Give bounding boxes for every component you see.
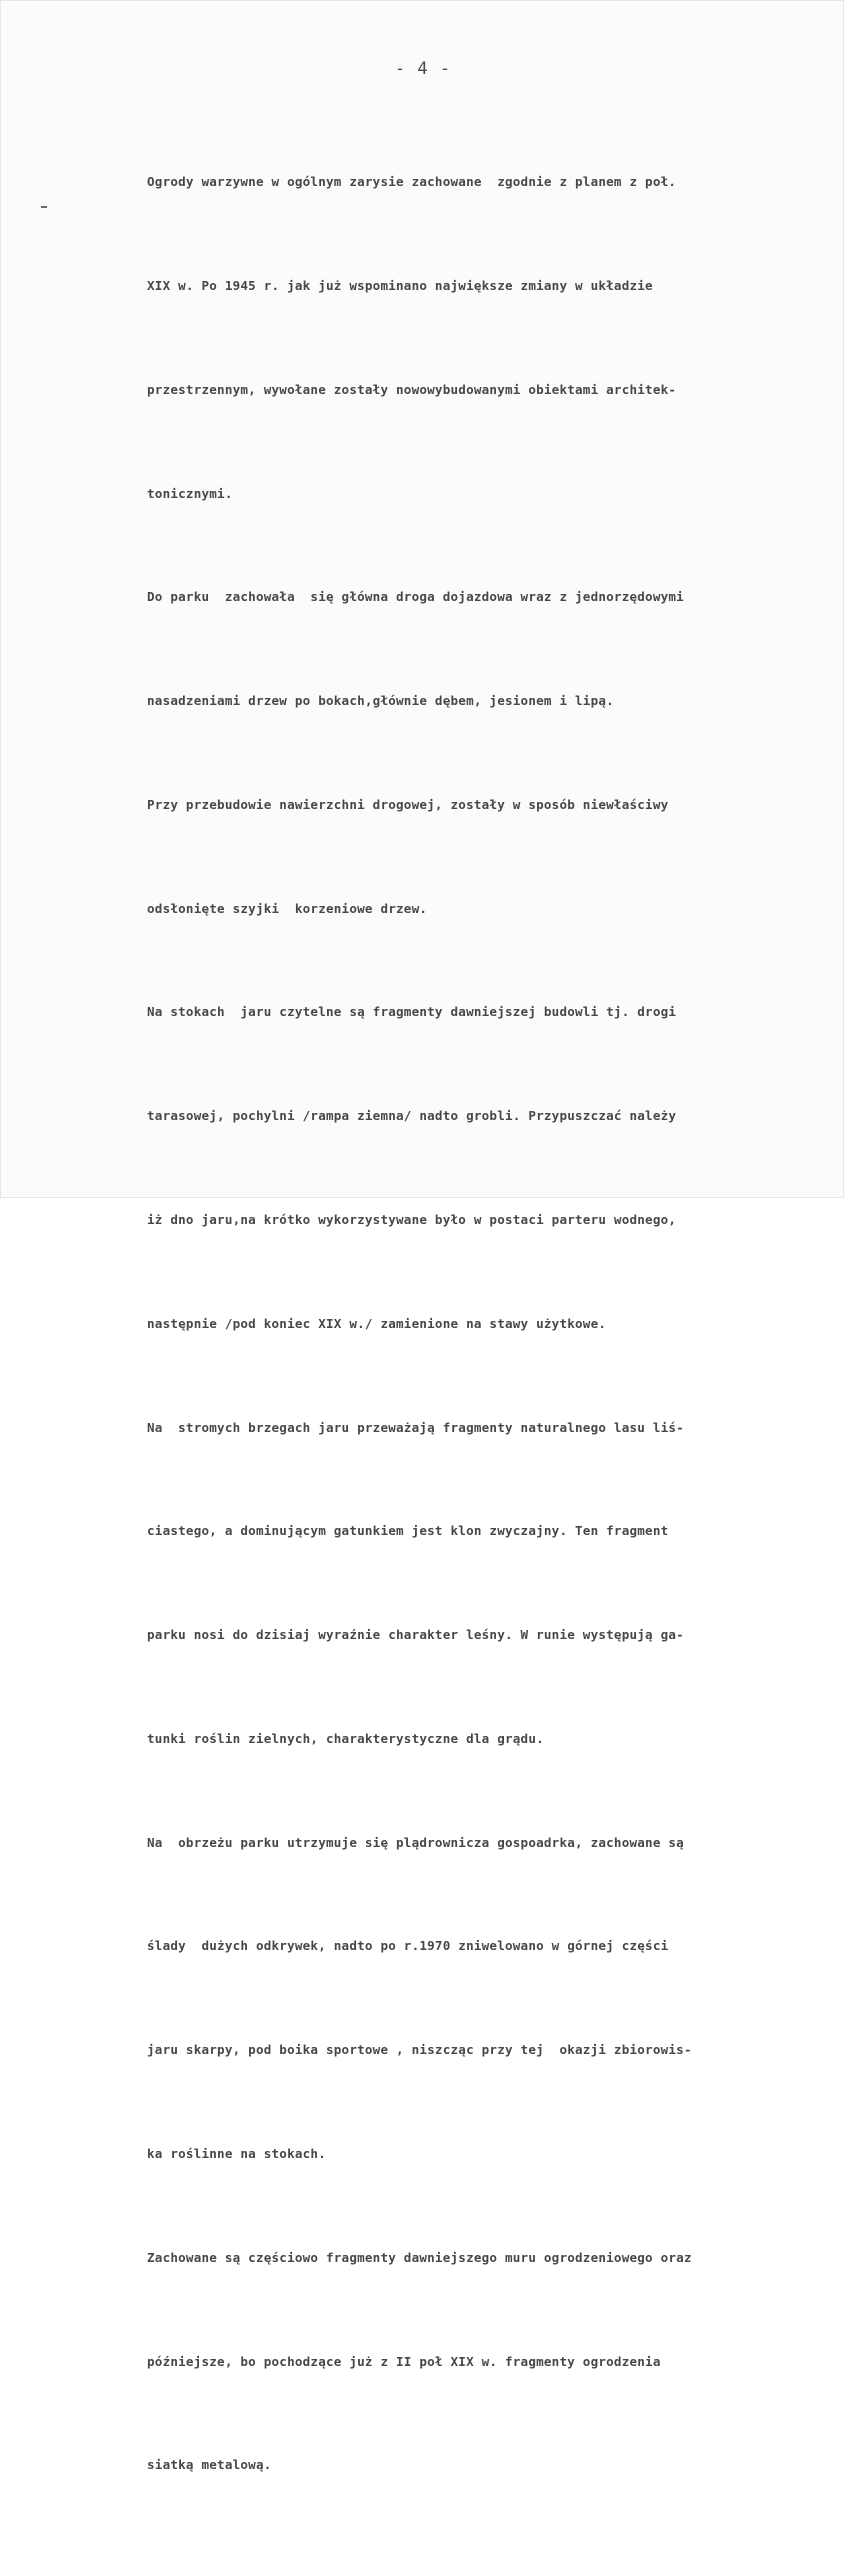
- text-line: Ogrody warzywne w ogólnym zarysie zachowane zgodnie z planem z poł.: [147, 174, 677, 190]
- text-line: jaru skarpy, pod boika sportowe , niszcząc przy tej okazji zbiorowis-: [147, 2042, 692, 2058]
- text-line: tunki roślin zielnych, charakterystyczne dla grądu.: [147, 1730, 544, 1746]
- text-line: Na stokach jaru czytelne są fragmenty dawniejszej budowli tj. drogi: [147, 1004, 677, 1020]
- text-line: siatką metalową.: [147, 2457, 272, 2473]
- text-line: parku nosi do dzisiaj wyraźnie charakter leśny. W runie występują ga-: [147, 1627, 684, 1643]
- text-line: tarasowej, pochylni /rampa ziemna/ nadto grobli. Przypuszczać należy: [147, 1108, 677, 1124]
- text-line: ciastego, a dominującym gatunkiem jest klon zwyczajny. Ten fragment: [147, 1523, 669, 1539]
- text-line: późniejsze, bo pochodzące już z II poł XIX w. fragmenty ogrodzenia: [147, 2353, 661, 2369]
- text-line: XIX w. Po 1945 r. jak już wspominano największe zmiany w układzie: [147, 277, 653, 293]
- text-line: nasadzeniami drzew po bokach,głównie dębem, jesionem i lipą.: [147, 693, 614, 709]
- text-line: tonicznymi.: [147, 485, 233, 501]
- document-body: [147, 96, 837, 2552]
- text-line: Na obrzeżu parku utrzymuje się plądrownicza gospoadrka, zachowane są: [147, 1834, 684, 1850]
- margin-mark: [41, 206, 47, 208]
- page-number: - 4 -: [394, 59, 452, 79]
- text-line: przestrzennym, wywołane zostały nowowybudowanymi obiektami architek-: [147, 381, 677, 397]
- text-line: Zachowane są częściowo fragmenty dawniejszego muru ogrodzeniowego oraz: [147, 2249, 692, 2265]
- text-line: Przy przebudowie nawierzchni drogowej, zostały w sposób niewłaściwy: [147, 796, 669, 812]
- text-line: Do parku zachowała się główna droga dojazdowa wraz z jednorzędowymi: [147, 589, 684, 605]
- text-line: ślady dużych odkrywek, nadto po r.1970 zniwelowano w górnej części: [147, 1938, 669, 1954]
- text-line: odsłonięte szyjki korzeniowe drzew.: [147, 900, 428, 916]
- text-line: ka roślinne na stokach.: [147, 2146, 326, 2162]
- text-line: iż dno jaru,na krótko wykorzystywane było w postaci parteru wodnego,: [147, 1212, 677, 1227]
- text-line: Na stromych brzegach jaru przeważają fragmenty naturalnego lasu liś-: [147, 1419, 684, 1435]
- text-line: następnie /pod koniec XIX w./ zamienione na stawy użytkowe.: [147, 1315, 607, 1331]
